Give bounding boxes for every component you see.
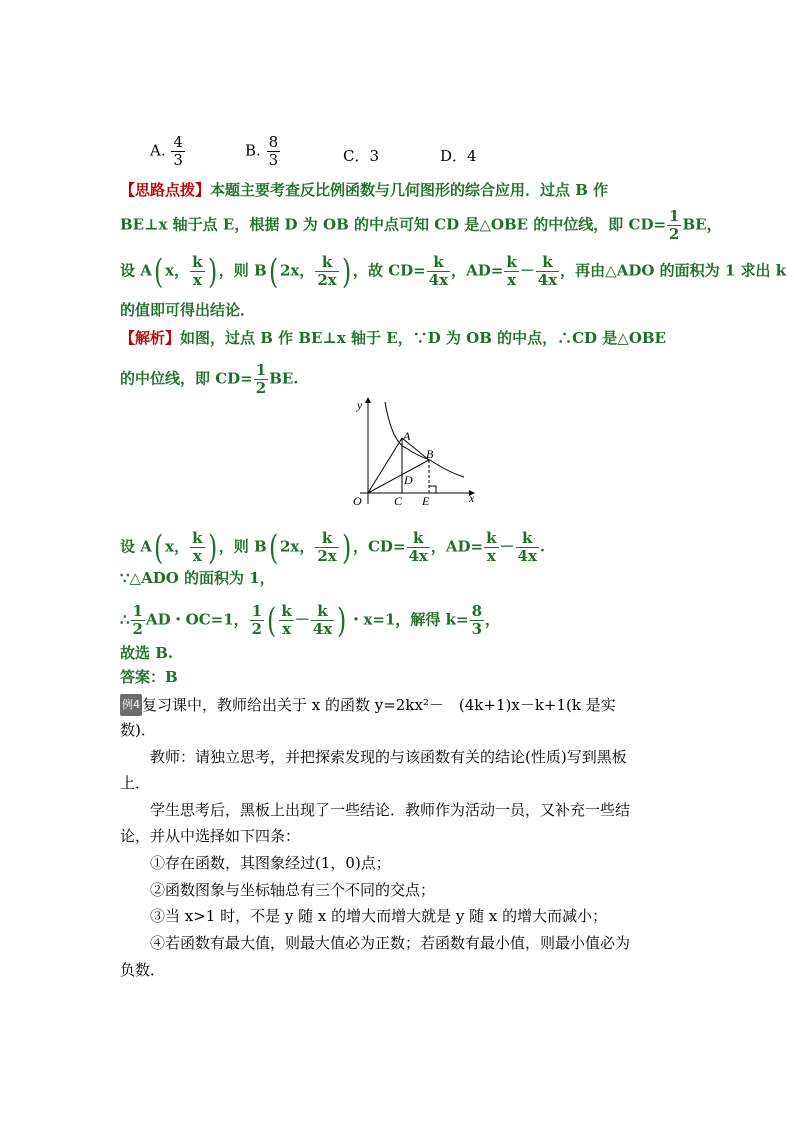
- analysis-line-4: ∵△ADO 的面积为 1，: [120, 569, 275, 587]
- frac-den: 4x: [537, 271, 558, 289]
- hyperbola-curve: [385, 402, 464, 477]
- example-item-1: ①存在函数，其图象经过(1，0)点；: [150, 854, 391, 872]
- hint-line-1: [120, 180, 608, 200]
- example-line-6: 论，并从中选择如下四条：: [120, 827, 301, 845]
- label-c: C: [394, 494, 403, 508]
- hint-text-2b: BE，: [682, 215, 722, 234]
- frac-num: k: [315, 254, 338, 272]
- frac-den: 4x: [408, 547, 428, 565]
- paren: ): [337, 600, 347, 641]
- frac-num: k: [192, 529, 203, 547]
- frac-num: 4: [173, 133, 183, 151]
- text: 的中位线，即 CD=: [120, 369, 253, 388]
- answer-line: 答案：B: [120, 668, 178, 686]
- frac-den: 4x: [312, 620, 333, 638]
- analysis-line-5: [120, 600, 501, 641]
- frac: [536, 254, 559, 289]
- frac-num: k: [311, 603, 334, 621]
- frac: [190, 254, 204, 289]
- text: AD・OC=1，: [145, 610, 249, 629]
- frac-den: 2: [255, 379, 267, 397]
- example-tag-icon: 例4: [120, 694, 142, 716]
- example-line-4: 上．: [120, 774, 151, 792]
- frac-num: k: [486, 529, 497, 547]
- hint-line-2: [120, 208, 722, 243]
- label-a: A: [403, 429, 411, 443]
- text: 设 A: [120, 261, 152, 280]
- label-x: x: [469, 491, 475, 505]
- text: －: [519, 261, 535, 280]
- frac-den: 2: [669, 225, 680, 243]
- text: 复习课中，教师给出关于 x 的函数 y=2kx²－ (4k+1)x－k+1(k 是实: [142, 696, 616, 714]
- analysis-line-6: 故选 B.: [120, 644, 174, 662]
- option-d: D．4: [440, 147, 477, 165]
- example-line-5: 学生思考后，黑板上出现了一些结论．教师作为活动一员，又补充一些结: [150, 801, 631, 819]
- label-y: y: [357, 398, 363, 412]
- frac-num: k: [516, 530, 539, 548]
- hint-tag: 【思路点拨】: [120, 181, 211, 199]
- text: x，: [165, 261, 190, 280]
- example-item-2: ②函数图象与坐标轴总有三个不同的交点；: [150, 881, 436, 899]
- hint-line-3: [120, 251, 787, 292]
- frac: [315, 530, 338, 565]
- frac: [254, 362, 268, 397]
- text: ，故 CD=: [352, 261, 426, 280]
- paren: (: [153, 251, 164, 292]
- frac-den: x: [192, 271, 202, 289]
- example-item-3: ③当 x>1 时，不是 y 随 x 的增大而增大就是 y 随 x 的增大而减小；: [150, 907, 608, 925]
- frac: [516, 530, 539, 565]
- frac-num: k: [281, 602, 292, 620]
- frac-num: k: [536, 254, 559, 272]
- frac-num: k: [427, 254, 450, 272]
- frac-den: 2x: [317, 271, 337, 289]
- frac-den: 3: [268, 151, 279, 169]
- frac-den: x: [486, 547, 496, 565]
- text: ，AD=: [451, 261, 504, 280]
- hint-line-4: 的值即可得出结论．: [120, 301, 256, 319]
- option-c: C．3: [343, 147, 380, 165]
- hint-frac-half: [667, 208, 681, 243]
- frac: [279, 603, 293, 638]
- text: BE.: [269, 369, 299, 388]
- frac: [311, 603, 334, 638]
- text: ，则 B: [218, 261, 267, 280]
- frac-num: k: [506, 253, 517, 271]
- example-item-5: 负数．: [120, 961, 166, 979]
- hint-text-2a: BE⊥x 轴于点 E，根据 D 为 OB 的中点可知 CD 是△OBE 的中位线，即 CD=: [120, 215, 667, 234]
- frac-num: k: [407, 530, 430, 548]
- frac: [190, 530, 204, 565]
- frac-num: k: [315, 530, 338, 548]
- paren: (: [268, 251, 278, 292]
- paren: (: [153, 527, 164, 568]
- frac-den: 3: [173, 151, 183, 169]
- segment-ob: [368, 460, 429, 493]
- frac-num: k: [192, 253, 203, 271]
- example-line-1: [120, 694, 616, 716]
- frac: [427, 254, 450, 289]
- analysis-line-2: [120, 362, 299, 397]
- text: 2x，: [279, 537, 315, 556]
- example-line-2: 数)．: [120, 721, 156, 739]
- text: .: [539, 537, 546, 556]
- label-o: O: [353, 494, 362, 508]
- text: ，则 B: [218, 537, 267, 556]
- option-b: [245, 134, 281, 169]
- frac: [407, 530, 430, 565]
- frac-num: 8: [268, 133, 279, 151]
- frac-den: 2x: [317, 547, 337, 565]
- text: ，CD=: [352, 537, 406, 556]
- paren: ): [207, 527, 217, 568]
- frac-den: x: [282, 620, 292, 638]
- example-line-3: 教师：请独立思考，并把探索发现的与该函数有关的结论(性质)写到黑板: [150, 748, 627, 766]
- text: ・x=1，解得 k=: [348, 610, 469, 629]
- text: ，: [485, 610, 501, 629]
- text: 2x，: [279, 261, 315, 280]
- frac-num: 1: [251, 602, 263, 620]
- frac-den: x: [192, 547, 202, 565]
- frac: [470, 603, 484, 638]
- frac-den: 4x: [428, 271, 449, 289]
- paren: ): [207, 251, 217, 292]
- function-graph-figure: [348, 394, 480, 512]
- text: ∴: [120, 610, 130, 629]
- label-e: E: [422, 494, 430, 508]
- paren: ): [341, 527, 351, 568]
- option-a-label: A.: [150, 141, 166, 160]
- frac: [315, 254, 338, 289]
- frac: [131, 603, 145, 638]
- frac: [250, 603, 264, 638]
- paren: (: [267, 600, 277, 641]
- text: ，AD=: [430, 537, 484, 556]
- option-b-fraction: [267, 134, 281, 169]
- analysis-tag: 【解析】: [120, 329, 181, 347]
- frac-den: 2: [251, 620, 263, 638]
- frac-den: 3: [471, 620, 483, 638]
- frac-den: x: [507, 271, 517, 289]
- analysis-line-1: [120, 328, 666, 348]
- label-d: D: [404, 473, 413, 487]
- label-b: B: [426, 447, 434, 461]
- hint-text-1: 本题主要考查反比例函数与几何图形的综合应用．过点 B 作: [210, 181, 609, 199]
- analysis-text-1: 如图，过点 B 作 BE⊥x 轴于 E，∵D 为 OB 的中点，∴CD 是△OBE: [180, 329, 666, 347]
- text: －: [294, 610, 310, 629]
- frac-num: 8: [471, 602, 483, 620]
- frac: [504, 254, 518, 289]
- option-b-label: B.: [245, 141, 261, 160]
- paren: (: [268, 527, 278, 568]
- frac-den: 4x: [517, 547, 537, 565]
- frac: [484, 530, 498, 565]
- example-item-4: ④若函数有最大值，则最大值必为正数；若函数有最小值，则最小值必为: [150, 934, 631, 952]
- analysis-line-3: [120, 527, 546, 568]
- frac-num: 1: [669, 207, 680, 225]
- frac-num: 1: [132, 602, 143, 620]
- paren: ): [341, 251, 351, 292]
- option-a-fraction: [171, 134, 185, 169]
- segment-oa: [368, 438, 402, 493]
- text: －: [499, 537, 515, 556]
- frac-den: 2: [132, 620, 143, 638]
- frac-num: 1: [255, 361, 267, 379]
- option-a: [150, 134, 186, 169]
- text: x，: [165, 537, 190, 556]
- right-angle-mark: [429, 486, 436, 493]
- text: 设 A: [120, 537, 152, 556]
- text: ，再由△ADO 的面积为 1 求出 k: [560, 261, 787, 280]
